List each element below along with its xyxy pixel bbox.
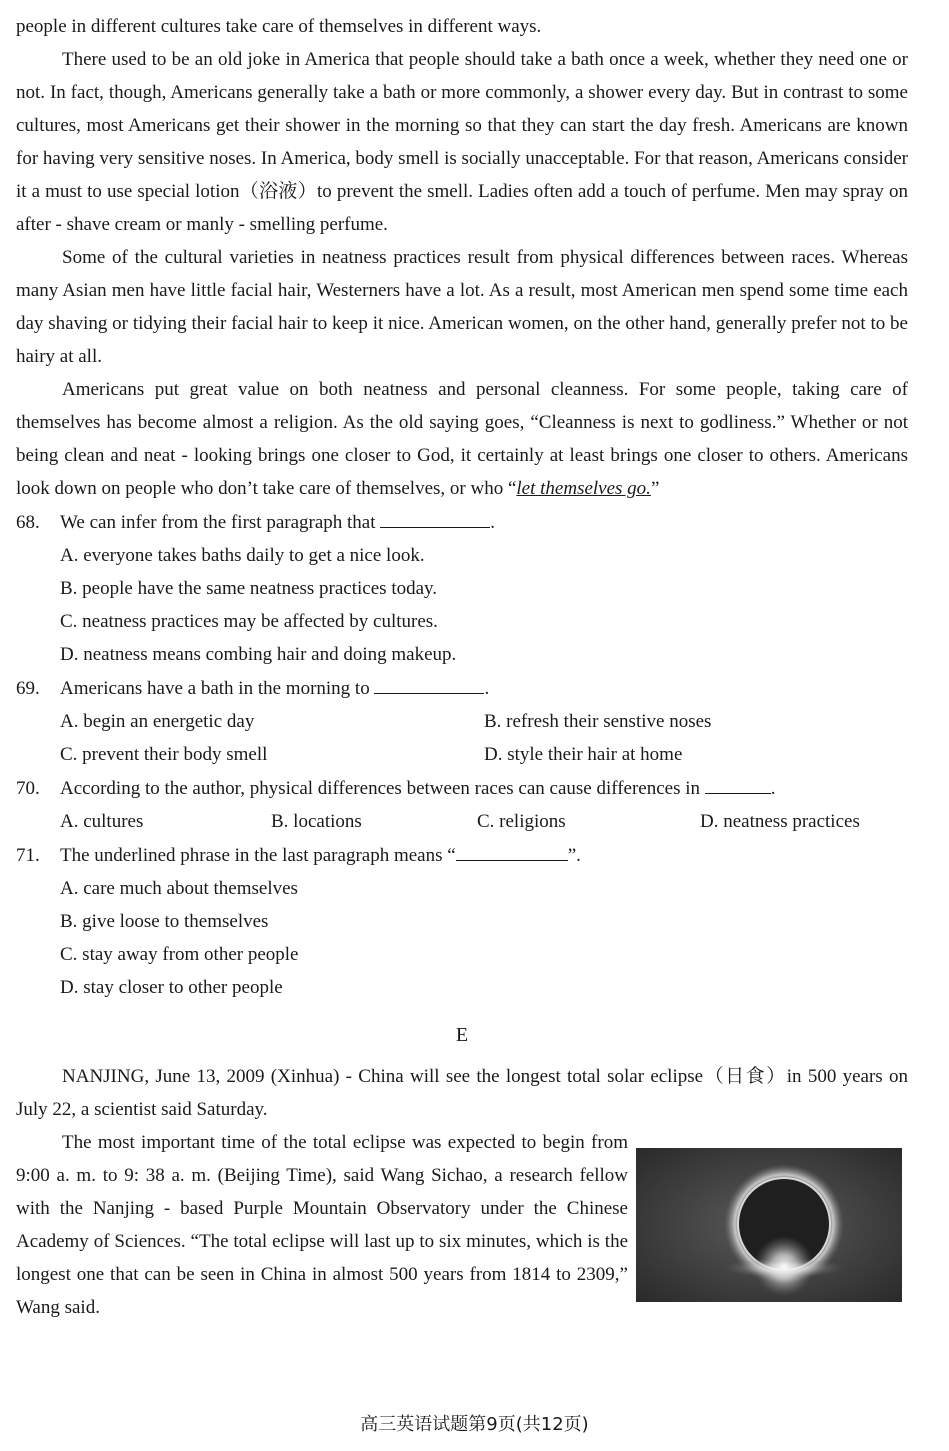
passage-line: people in different cultures take care of themselves in different ways.	[16, 16, 542, 37]
options-row	[16, 738, 908, 771]
news-article	[16, 1060, 908, 1324]
question-end: ”.	[567, 845, 581, 866]
question-stem: According to the author, physical differences between races can cause differences in	[60, 778, 701, 799]
exam-page	[16, 10, 908, 1324]
question-number: 69.	[16, 678, 40, 699]
option-d: D. neatness means combing hair and doing makeup.	[60, 644, 457, 665]
option-c: C. stay away from other people	[60, 944, 299, 965]
option-c: C. prevent their body smell	[60, 744, 268, 765]
option-a: A. care much about themselves	[60, 878, 298, 899]
answer-blank	[456, 838, 568, 861]
question-71	[16, 838, 908, 872]
option-d: D. stay closer to other people	[60, 977, 283, 998]
options-row	[16, 805, 908, 838]
option-c: C. religions	[477, 811, 566, 832]
option-d: D. style their hair at home	[484, 744, 683, 765]
option-a: A. begin an energetic day	[60, 711, 255, 732]
answer-blank	[374, 671, 484, 694]
option-b: B. locations	[271, 811, 362, 832]
option-b: B. refresh their senstive noses	[484, 711, 712, 732]
question-stem: The underlined phrase in the last paragraph means “	[60, 845, 456, 866]
option-a: A. everyone takes baths daily to get a nice look.	[60, 545, 425, 566]
question-number: 68.	[16, 512, 40, 533]
option-b: B. people have the same neatness practices today.	[60, 578, 438, 599]
solar-eclipse-photo	[636, 1148, 902, 1302]
option-a: A. cultures	[60, 811, 144, 832]
page-footer: 高三英语试题第9页(共12页)	[360, 1414, 589, 1435]
question-end: .	[770, 778, 776, 799]
answer-blank	[380, 505, 490, 528]
underlined-phrase: let themselves go.	[516, 478, 651, 499]
answer-blank	[705, 771, 771, 794]
question-number: 70.	[16, 778, 40, 799]
news-paragraph-1: NANJING, June 13, 2009 (Xinhua) - China will see the longest total solar eclipse（日食）in 500 years on July 22, a scientist said Saturday.	[16, 1066, 908, 1120]
question-68	[16, 505, 908, 539]
passage-paragraph-3: Some of the cultural varieties in neatness practices result from physical differences between races. Whereas many Asian men have little facial hair, Westerners have a lot. As a result, most American men spend some time each day shaving or tidying their facial hair to keep it nice. American women, on the other hand, generally prefer not to be hairy at all.	[16, 247, 908, 367]
options-row	[16, 705, 908, 738]
question-number: 71.	[16, 845, 40, 866]
eclipse-image	[636, 1148, 902, 1302]
passage-paragraph-4	[16, 373, 908, 505]
paragraph-text: Americans put great value on both neatness and personal cleanness. For some people, taking care of themselves has become almost a religion. As the old saying goes, “Cleanness is next to godliness.” Whether or not being clean and neat - looking brings one closer to God, it certainly at least brings one closer to others. Americans look down on people who don’t take care of themselves, or who “	[16, 379, 908, 499]
question-stem: Americans have a bath in the morning to	[60, 678, 370, 699]
question-end: .	[490, 512, 496, 533]
question-69	[16, 671, 908, 705]
option-b: B. give loose to themselves	[60, 911, 269, 932]
question-stem: We can infer from the first paragraph that	[60, 512, 376, 533]
option-c: C. neatness practices may be affected by cultures.	[60, 611, 438, 632]
question-end: .	[484, 678, 490, 699]
news-paragraph-2: The most important time of the total eclipse was expected to begin from 9:00 a. m. to 9: 38 a. m. (Beijing Time), said Wang Sichao, a research fellow with the Nanjing - based Purple Mountain Observatory under the Chinese Academy of Sciences. “The total eclipse will last up to six minutes, which is the longest one that can be seen in China in almost 500 years from 1814 to 2309,” Wang said.	[16, 1132, 628, 1318]
passage-paragraph-2: There used to be an old joke in America that people should take a bath once a week, whether they need one or not. In fact, though, Americans generally take a bath or more commonly, a shower every day. But in contrast to some cultures, most Americans get their shower in the morning so that they can start the day fresh. Americans are known for having very sensitive noses. In America, body smell is socially unacceptable. For that reason, Americans consider it a must to use special lotion（浴液）to prevent the smell. Ladies often add a touch of perfume. Men may spray on after - shave cream or manly - smelling perfume.	[16, 49, 908, 235]
paragraph-text-end: ”	[650, 478, 660, 499]
section-heading: E	[455, 1024, 469, 1046]
option-d: D. neatness practices	[700, 811, 860, 832]
question-70	[16, 771, 908, 805]
